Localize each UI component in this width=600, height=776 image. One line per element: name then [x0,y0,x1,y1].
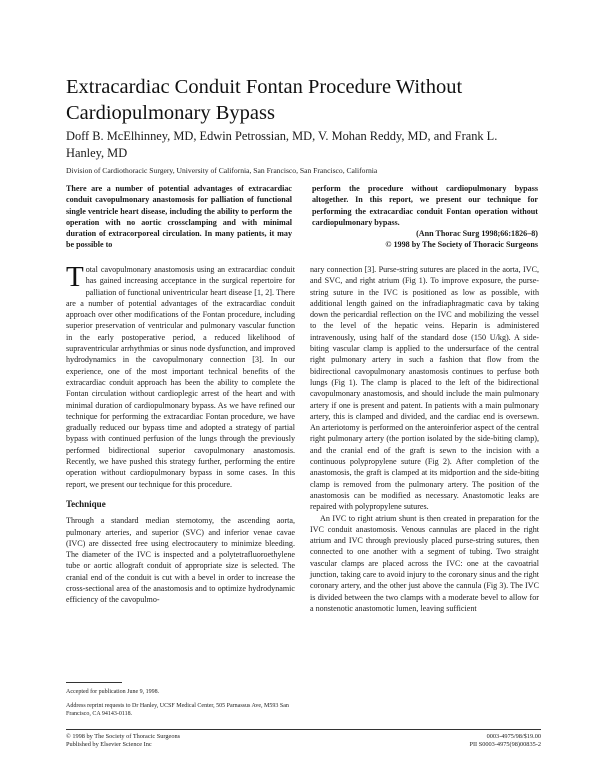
footer-issn: 0003-4975/98/$19.00 [486,733,541,740]
abstract-left-text: There are a number of potential advantages of extracardiac conduit cavopulmonary anastomosis for palliation of functional single ventricle heart disease, including the ability to perform the operation with no aortic crossclamping and with minimal duration of extracorporeal circulation. In many patients, it may be possible to [66,184,292,250]
footer-divider [66,729,541,730]
footer-publisher: Published by Elsevier Science Inc [66,741,152,749]
body-column-right [310,264,539,614]
shunt-paragraph: An IVC to right atrium shunt is then created in preparation for the IVC conduit anastomosis. Venous cannulas are placed in the right atrium and IVC through previously placed purse-string sutures, then connected to one another with a segment of tubing. Two straight vascular clamps are placed across the IVC: one at the cavoatrial junction, taking care to avoid injury to the coronary sinus and the right coronary artery, and the other just above the cannula (Fig 3). The IVC is divided between the two clamps with a moderate bevel to allow for a nonstenotic anastomotic lumen, leaving sufficient [310,513,539,613]
footer-pii: PII S0003-4975(98)00835-2 [469,741,541,749]
intro-text: otal cavopulmonary anastomosis using an extracardiac conduit has gained increasing acceptance in the surgical repertoire for palliation of functional univentricular heart disease [1, 2]. There are a number of potential advantages of the extracardiac conduit approach over other modifications of the Fontan procedure, including superior preservation of ventricular and pulmonary vascular function in the early postoperative period, a reduced likelihood of supraventricular arrhythmias or sinus node dysfunction, and improved hydrodynamics in the cavopulmonary connection [3]. In our experience, one of the most important technical benefits of the extracardiac conduit approach has been the ability to complete the Fontan circulation without cardioplegic arrest of the heart and with minimal duration of cardiopulmonary bypass. As we have refined our technique for performing the extracardiac Fontan procedure, we have gradually reduced our bypass time and adopted a strategy of partial bypass with continued perfusion of the lungs through the previously performed bidirectional superior cavopulmonary anastomosis. Recently, we have pushed this strategy further, performing the entire operation without cardiopulmonary bypass in some cases. In this report, we present our technique for this procedure. [66,265,295,489]
abstract-left [66,183,292,251]
journal-citation: (Ann Thorac Surg 1998;66:1826–8) [416,229,538,239]
reprint-note: Address reprint requests to Dr Hanley, UCSF Medical Center, 505 Parnassus Ave, M593 San Francisco, CA 94143-0118. [66,703,289,718]
footer-copyright: © 1998 by The Society of Thoracic Surgeons [66,733,181,740]
technique-paragraph: Through a standard median sternotomy, the ascending aorta, pulmonary arteries, and superior (SVC) and inferior venae cavae (IVC) are dissected free using electrocautery to minimize bleeding. The diameter of the IVC is inspected and a polytetrafluoroethylene tube or aortic allograft conduit of appropriate size is selected. The cranial end of the conduit is cut with a bevel in order to increase the cross-sectional area of the anastomosis and to optimize hydrodynamic efficiency of the cavopulmo- [66,516,295,605]
abstract-copyright: © 1998 by The Society of Thoracic Surgeons [385,240,538,250]
technique-continued-paragraph: nary connection [3]. Purse-string sutures are placed in the aorta, IVC, and SVC, and right atrium (Fig 1). To improve exposure, the purse-string suture in the IVC is positioned as low as possible, with additional length gained on the infradiaphragmatic cava by taking down the pericardial reflection on the IVC and mobilizing the vessel to the level of the hepatic veins. Heparin is administered intravenously, using half of the standard dose (150 U/kg). A side-biting vascular clamp is applied to the undersurface of the central right pulmonary artery in such a fashion that flow from the bidirectional cavopulmonary anastomosis continues to perfuse both lungs (Fig 1). The clamp is placed to the left of the bidirectional cavopulmonary anastomosis, and should include the main pulmonary artery if one is present and patent. In patients with a main pulmonary artery, this is clamped and divided, and the cardiac end is oversewn. An arteriotomy is performed on the anteroinferior aspect of the central right pulmonary artery (the portion isolated by the side-biting clamp), and the cranial end of the graft is sewn to the incision with a continuous polypropylene suture (Fig 2). After completion of the anastomosis, the graft is clamped at its midportion and the side-biting clamp is removed from the pulmonary artery. The position of the anastomosis can be modified as necessary. Anastomotic leaks are repaired with polypropylene sutures. [310,265,539,512]
technique-heading: Technique [66,498,106,509]
body-column-left [66,261,295,606]
acceptance-note: Accepted for publication June 9, 1998. [66,689,160,695]
article-title: Extracardiac Conduit Fontan Procedure Without Cardiopulmonary Bypass [66,76,463,124]
intro-paragraph [66,261,295,490]
affiliation: Division of Cardiothoracic Surgery, University of California, San Francisco, San Francisco, California [66,166,378,175]
footer-right [380,733,541,749]
abstract-right [312,183,538,251]
footnote-divider [66,682,122,683]
abstract-right-text: perform the procedure without cardiopulmonary bypass altogether. In this report, we present our technique for performing the extracardiac conduit Fontan operation without cardiopulmonary bypass. [312,184,538,227]
author-list: Doff B. McElhinney, MD, Edwin Petrossian, MD, V. Mohan Reddy, MD, and Frank L. Hanley, MD [66,129,498,160]
drop-cap: T [66,261,84,293]
footer-left [66,733,296,749]
